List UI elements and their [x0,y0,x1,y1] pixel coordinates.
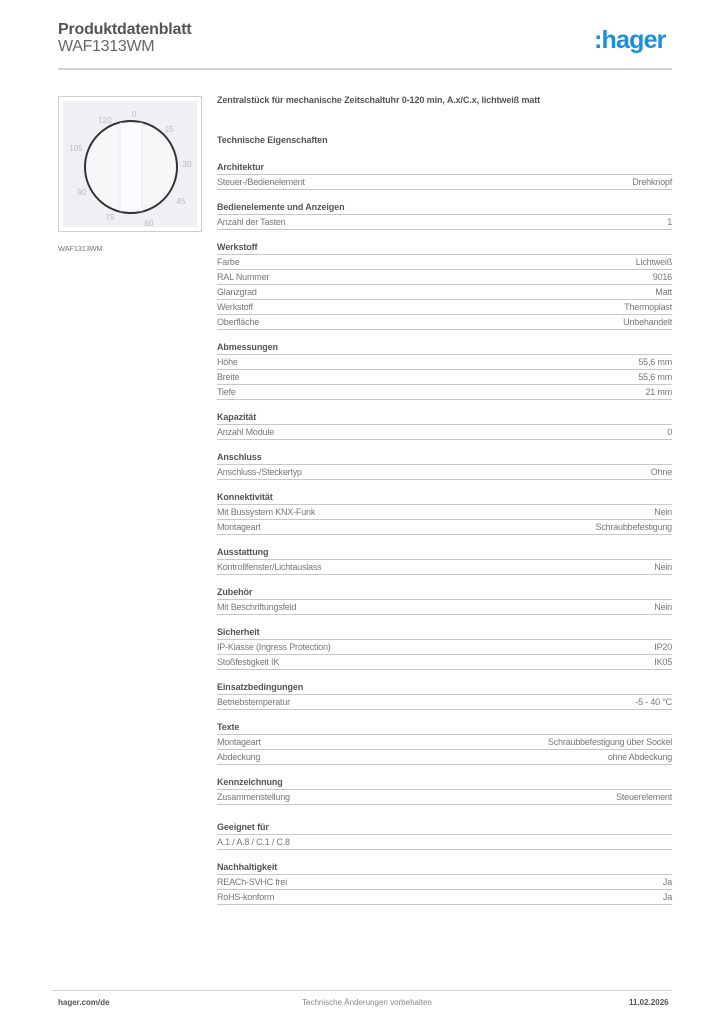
spec-value: Unbehandelt [623,317,672,327]
spec-group-title: Zubehör [217,586,672,600]
spec-label: A.1 / A.8 / C.1 / C.8 [217,837,290,847]
spec-label: Montageart [217,737,261,747]
spec-value: ohne Abdeckung [607,752,672,762]
timer-dial-icon [63,101,197,227]
spec-group-title: Nachhaltigkeit [217,861,672,875]
spec-row [217,600,672,615]
spec-value: Schraubbefestigung über Sockel [547,737,672,747]
spec-group-title: Architektur [217,161,672,175]
spec-label: Anzahl der Tasten [217,217,286,227]
spec-row [217,735,672,750]
spec-value: 21 mm [645,387,672,397]
spec-label: Montageart [217,522,261,532]
spec-label: Mit Beschriftungsfeld [217,602,297,612]
spec-label: Höhe [217,357,238,367]
spec-row [217,890,672,905]
dial-label-75: 75 [105,213,115,222]
spec-value: Ja [662,877,672,887]
spec-group-title: Einsatzbedingungen [217,681,672,695]
image-caption: WAF1313WM [58,244,103,253]
spec-group [217,681,672,710]
spec-value: Steuerelement [616,792,672,802]
spec-row [217,465,672,480]
spec-value: 55,6 mm [638,372,672,382]
dial-label-90: 90 [77,188,87,197]
spec-value: Lichtweiß [635,257,672,267]
spec-label: Betriebstemperatur [217,697,290,707]
spec-group-title: Konnektivität [217,491,672,505]
spec-value: Nein [654,507,672,517]
spec-group [217,201,672,230]
spec-row [217,175,672,190]
dial-label-15: 15 [164,125,174,134]
spec-group [217,861,672,905]
spec-value: IP20 [654,642,672,652]
spec-group-title: Sicherheit [217,626,672,640]
spec-group [217,161,672,190]
dial-label-105: 105 [69,144,83,153]
spec-value: Thermoplast [624,302,672,312]
spec-group [217,721,672,765]
spec-groups [217,161,672,905]
dial-label-120: 120 [98,116,112,125]
spec-row [217,655,672,670]
spec-row [217,370,672,385]
spec-label: Zusammenstellung [217,792,290,802]
footer-date: 11.02.2026 [629,998,669,1007]
dial-label-0: 0 [131,110,137,119]
section-technical-properties: Technische Eigenschaften [217,135,328,145]
spec-group-title: Bedienelemente und Anzeigen [217,201,672,215]
spec-label: Abdeckung [217,752,261,762]
spec-row [217,300,672,315]
spec-label: Farbe [217,257,240,267]
dial-label-30: 30 [182,160,192,169]
spec-row [217,425,672,440]
spec-value: Nein [654,562,672,572]
spec-group [217,586,672,615]
spec-group [217,241,672,330]
spec-row [217,640,672,655]
spec-label: RoHS-konform [217,892,275,902]
spec-group [217,821,672,850]
spec-row [217,750,672,765]
hager-logo: :hager [594,26,666,54]
spec-row [217,285,672,300]
page-title: Produktdatenblatt [58,21,192,38]
spec-label: Kontrollfenster/Lichtauslass [217,562,322,572]
spec-group [217,626,672,670]
spec-group-title: Anschluss [217,451,672,465]
spec-label: Oberfläche [217,317,260,327]
spec-value: Drehknopf [632,177,672,187]
spec-row [217,270,672,285]
spec-row [217,215,672,230]
spec-value: Ohne [650,467,672,477]
header-divider [58,68,672,70]
spec-group-title: Ausstattung [217,546,672,560]
spec-row [217,355,672,370]
spec-content [217,95,672,916]
footer-website: hager.com/de [58,998,110,1007]
spec-row [217,385,672,400]
spec-group [217,341,672,400]
spec-group-title: Abmessungen [217,341,672,355]
spec-group-title: Geeignet für [217,821,672,835]
spec-label: Anzahl Module [217,427,274,437]
spec-value: Nein [654,602,672,612]
product-image [58,96,202,232]
spec-group [217,546,672,575]
spec-row [217,695,672,710]
spec-value: Ja [662,892,672,902]
spec-label: Steuer-/Bedienelement [217,177,305,187]
spec-group-title: Kapazität [217,411,672,425]
spec-label: RAL Nummer [217,272,270,282]
spec-row [217,505,672,520]
spec-row [217,520,672,535]
spec-row [217,875,672,890]
spec-label: Anschluss-/Steckertyp [217,467,302,477]
spec-label: Mit Bussystem KNX-Funk [217,507,316,517]
spec-value: 9016 [652,272,672,282]
footer-divider [52,990,672,991]
spec-group-title: Kennzeichnung [217,776,672,790]
spec-row [217,315,672,330]
spec-value: 1 [667,217,672,227]
spec-group [217,776,672,805]
footer-notice: Technische Änderungen vorbehalten [302,998,432,1007]
spec-value: -5 - 40 °C [635,697,672,707]
spec-row [217,790,672,805]
spec-group-title: Texte [217,721,672,735]
spec-value: Matt [655,287,672,297]
product-description: Zentralstück für mechanische Zeitschaltuhr 0-120 min, A.x/C.x, lichtweiß matt [217,95,541,105]
spec-row [217,835,672,850]
spec-row [217,560,672,575]
spec-label: REACh-SVHC frei [217,877,288,887]
spec-row [217,255,672,270]
spec-group [217,411,672,440]
spec-label: Tiefe [217,387,236,397]
spec-label: Stoßfestigkeit IK [217,657,280,667]
spec-label: Werkstoff [217,302,253,312]
spec-group-title: Werkstoff [217,241,672,255]
spec-label: Breite [217,372,240,382]
spec-value: 0 [667,427,672,437]
dial-label-60: 60 [144,219,154,227]
spec-group [217,491,672,535]
product-code: WAF1313WM [58,38,155,55]
dial-label-45: 45 [176,197,186,206]
spec-value: 55,6 mm [638,357,672,367]
spec-value: IK05 [654,657,672,667]
spec-group [217,451,672,480]
spec-value: Schraubbefestigung [595,522,672,532]
spec-label: IP-Klasse (Ingress Protection) [217,642,331,652]
spec-label: Glanzgrad [217,287,257,297]
